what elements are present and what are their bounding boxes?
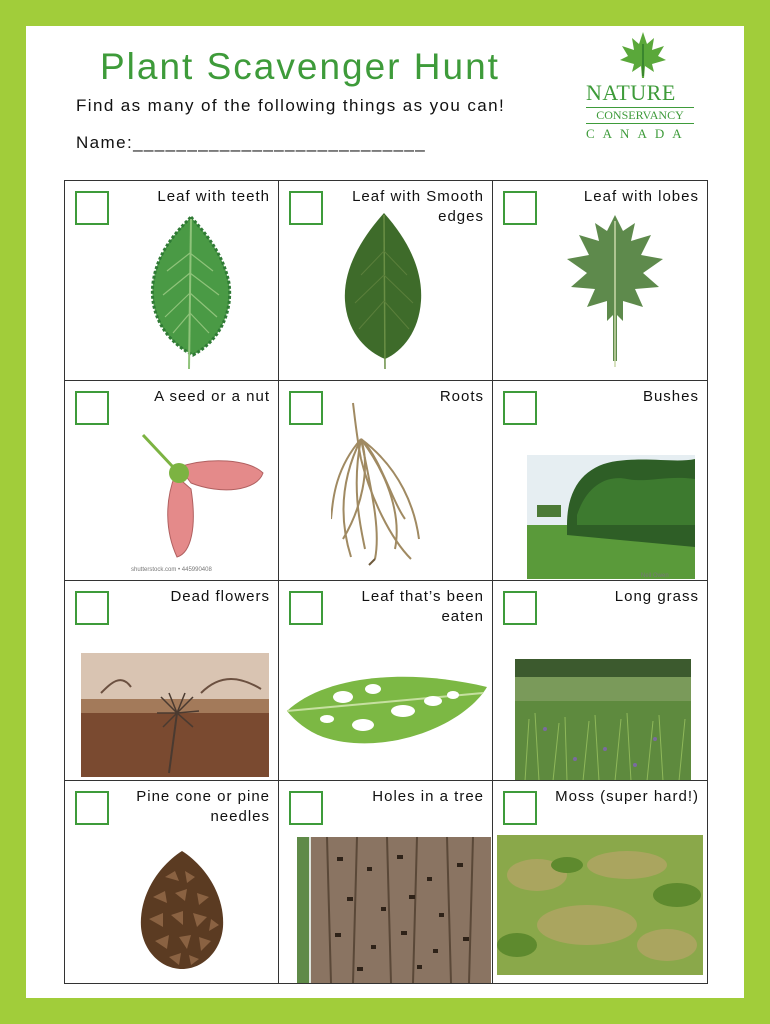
scavenger-grid (64, 180, 708, 984)
item-cell-leaf-smooth (279, 181, 493, 381)
instructions: Find as many of the following things as you can! (76, 96, 506, 115)
item-checkbox[interactable] (503, 191, 537, 225)
tree-bark-holes-image (297, 837, 491, 983)
item-checkbox[interactable] (75, 591, 109, 625)
smooth-leaf-image (339, 211, 429, 371)
pine-cone-image (135, 847, 229, 973)
maple-seed-image (139, 431, 269, 563)
image-credit: Neil Owen (641, 573, 669, 579)
eaten-leaf-image (283, 667, 489, 755)
item-cell-tree-holes (279, 781, 493, 983)
item-checkbox[interactable] (503, 391, 537, 425)
item-label: Moss (super hard!) (555, 788, 699, 805)
item-checkbox[interactable] (289, 191, 323, 225)
image-credit: shutterstock.com • 445990408 (131, 567, 212, 573)
item-label: Dead flowers (170, 588, 270, 605)
item-cell-leaf-teeth (65, 181, 279, 381)
item-cell-eaten-leaf (279, 581, 493, 781)
item-cell-dead-flowers (65, 581, 279, 781)
item-label: Holes in a tree (372, 788, 484, 805)
lobed-leaf-image (563, 211, 667, 371)
dead-flower-image (81, 653, 269, 777)
item-cell-moss (493, 781, 707, 983)
item-label: Leaf that’s been eaten (361, 588, 484, 625)
item-checkbox[interactable] (503, 591, 537, 625)
nature-conservancy-logo (582, 30, 702, 145)
item-checkbox[interactable] (289, 391, 323, 425)
logo-text-canada: CANADA (586, 126, 690, 141)
logo-text-conservancy: CONSERVANCY (586, 107, 694, 124)
item-label: Pine cone or pine needles (136, 788, 270, 825)
moss-image (497, 835, 703, 975)
item-cell-bushes (493, 381, 707, 581)
item-checkbox[interactable] (289, 591, 323, 625)
item-cell-roots (279, 381, 493, 581)
item-label: A seed or a nut (154, 388, 270, 405)
long-grass-image (515, 659, 691, 781)
name-field-line: Name:___________________________ (76, 133, 427, 152)
roots-image (331, 399, 431, 567)
item-label: Leaf with teeth (157, 188, 270, 205)
item-checkbox[interactable] (75, 391, 109, 425)
bushes-image (527, 455, 695, 579)
item-checkbox[interactable] (289, 791, 323, 825)
item-label: Roots (439, 388, 484, 405)
item-cell-pine-cone (65, 781, 279, 983)
item-label: Bushes (642, 388, 699, 405)
toothed-leaf-image (143, 213, 239, 369)
item-cell-seed (65, 381, 279, 581)
item-checkbox[interactable] (503, 791, 537, 825)
item-checkbox[interactable] (75, 191, 109, 225)
maple-leaf-icon (618, 30, 668, 80)
logo-text-nature: NATURE (586, 80, 676, 105)
item-label: Leaf with lobes (583, 188, 699, 205)
page-title: Plant Scavenger Hunt (100, 46, 500, 87)
item-checkbox[interactable] (75, 791, 109, 825)
item-label: Long grass (614, 588, 699, 605)
worksheet-page (26, 26, 744, 998)
item-cell-leaf-lobes (493, 181, 707, 381)
item-label: Leaf with Smooth edges (352, 188, 484, 225)
item-cell-long-grass (493, 581, 707, 781)
